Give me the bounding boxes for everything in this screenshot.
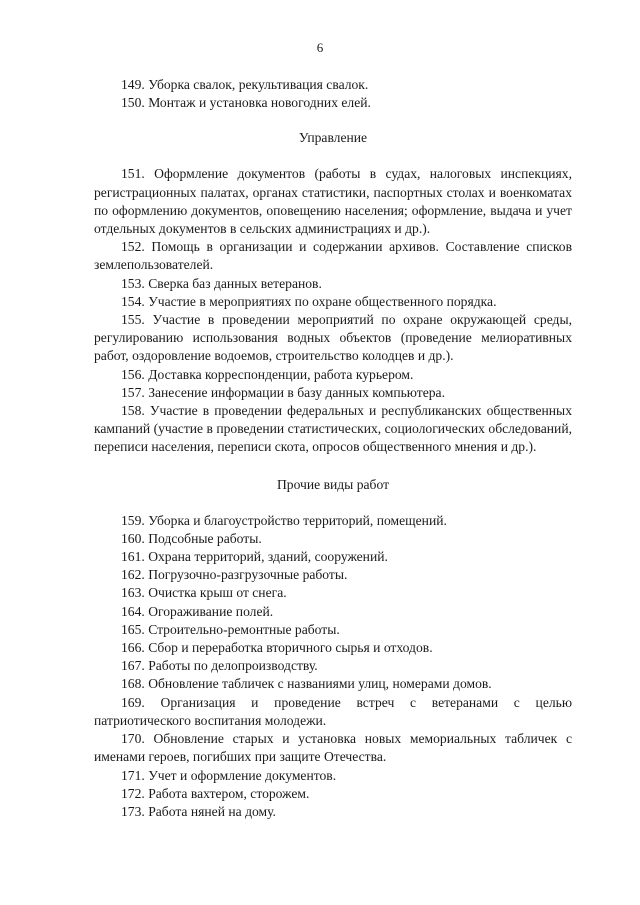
list-item: 155. Участие в проведении мероприятий по охране окружающей среды, регулированию использования водных объектов (проведение мелиоративных работ, оздоровление водоемов, строительство колодцев и др.). [94,312,572,364]
list-item: 165. Строительно-ремонтные работы. [121,621,340,637]
list-item: 163. Очистка крыш от снега. [121,585,287,601]
list-item: 154. Участие в мероприятиях по охране общественного порядка. [121,293,497,309]
list-item: 172. Работа вахтером, сторожем. [121,785,310,801]
list-item: 162. Погрузочно-разгрузочные работы. [121,567,348,583]
list-item: 168. Обновление табличек с названиями улиц, номерами домов. [121,676,492,692]
list-item: 150. Монтаж и установка новогодних елей. [121,95,371,111]
list-item: 149. Уборка свалок, рекультивация свалок. [121,77,369,92]
list-item: 157. Занесение информации в базу данных компьютера. [121,384,445,400]
list-item: 160. Подсобные работы. [121,530,262,546]
list-item: 151. Оформление документов (работы в судах, налоговых инспекциях, регистрационных палатах, органах статистики, паспортных столах и военкоматах по оформлению документов, оповещению населения; оформление, выдача и учет отдельных документов в сельских администрациях и др.). [94,166,572,237]
section-heading-management: Управление [298,130,368,146]
list-item: 166. Сбор и переработка вторичного сырья и отходов. [121,640,433,656]
list-item: 156. Доставка корреспонденции, работа курьером. [121,366,414,382]
list-item: 167. Работы по делопроизводству. [121,658,318,674]
list-item: 158. Участие в проведении федеральных и республиканских общественных кампаний (участие в проведении статистических, социологических обследований, переписи населения, переписи скота, опросов общественного мнения и др.). [94,403,572,455]
list-item: 161. Охрана территорий, зданий, сооружений. [121,549,388,565]
document-body [94,76,572,821]
list-item: 173. Работа няней на дому. [121,803,276,819]
list-item: 169. Организация и проведение встреч с ветеранами с целью патриотического воспитания молодежи. [94,694,572,728]
page-number: 6 [316,40,324,55]
list-item: 170. Обновление старых и установка новых мемориальных табличек с именами героев, погибших при защите Отечества. [94,731,572,765]
list-item: 159. Уборка и благоустройство территорий, помещений. [121,512,447,528]
list-item: 152. Помощь в организации и содержании архивов. Составление списков землепользователей. [94,239,572,273]
list-item: 164. Огораживание полей. [121,603,274,619]
section-heading-other-work: Прочие виды работ [276,476,390,492]
list-item: 153. Сверка баз данных ветеранов. [121,275,322,291]
list-item: 171. Учет и оформление документов. [121,767,337,783]
